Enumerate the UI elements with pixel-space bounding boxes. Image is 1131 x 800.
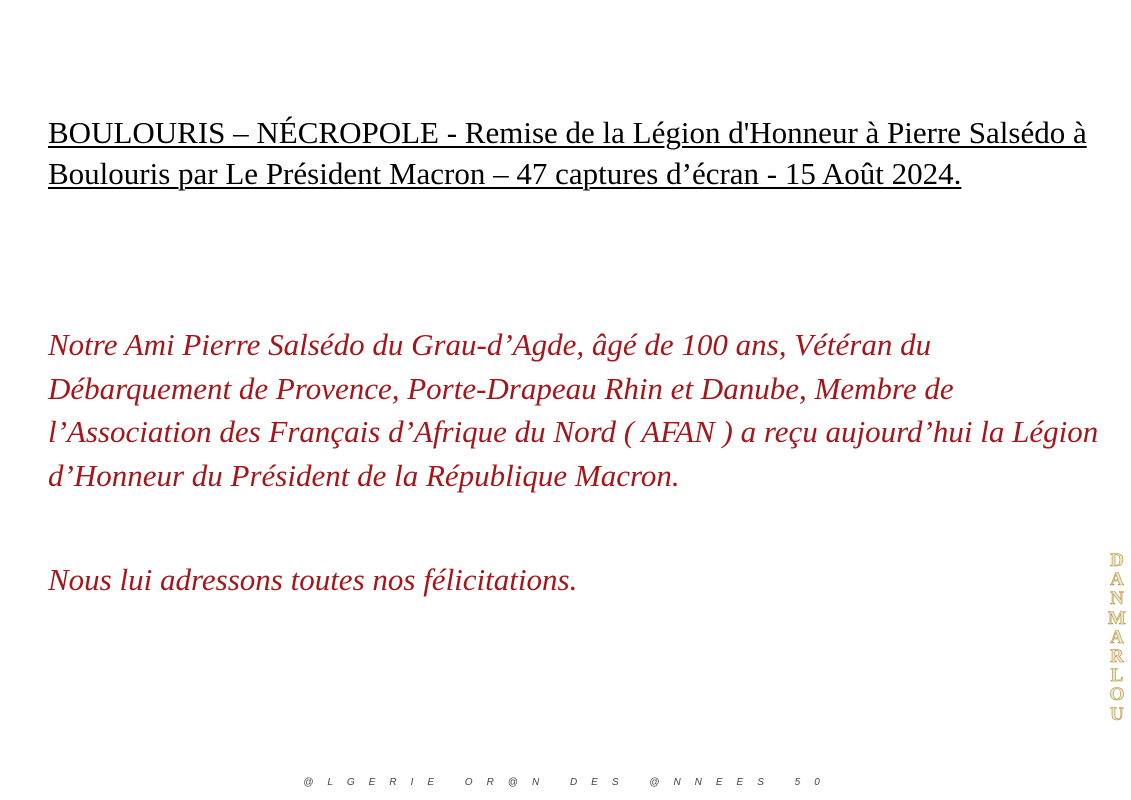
congratulations-line: Nous lui adressons toutes nos félicitations. xyxy=(48,562,578,597)
watermark-letter: D xyxy=(1110,550,1124,571)
intro-paragraph: Notre Ami Pierre Salsédo du Grau-d’Agde, âgé de 100 ans, Vétéran du Débarquement de Provence, Porte-Drapeau Rhin et Danube, Membre de l’Association des Français d’Afrique du Nord ( AFAN ) a reçu aujourd’hui la Légion d’Honneur du Président de la République Macron. xyxy=(48,327,1099,493)
document-title: BOULOURIS – NÉCROPOLE - Remise de la Légion d'Honneur à Pierre Salsédo à Boulouris par Le Président Macron – 47 captures d’écran - 15 Août 2024. xyxy=(48,115,1087,191)
watermark-letter: L xyxy=(1110,665,1124,687)
footer-text: @LGERIE OR@N DES @NNEES 50 xyxy=(303,777,834,788)
watermark-letter: A xyxy=(1110,626,1124,648)
watermark-letter: O xyxy=(1109,684,1125,706)
watermark-letter: R xyxy=(1110,646,1124,668)
watermark-letter: M xyxy=(1108,607,1126,629)
side-watermark xyxy=(1106,551,1128,724)
watermark-letter: A xyxy=(1110,569,1124,591)
watermark-letter: N xyxy=(1110,588,1124,610)
page-footer xyxy=(0,777,1131,788)
watermark-letter: U xyxy=(1110,703,1124,725)
